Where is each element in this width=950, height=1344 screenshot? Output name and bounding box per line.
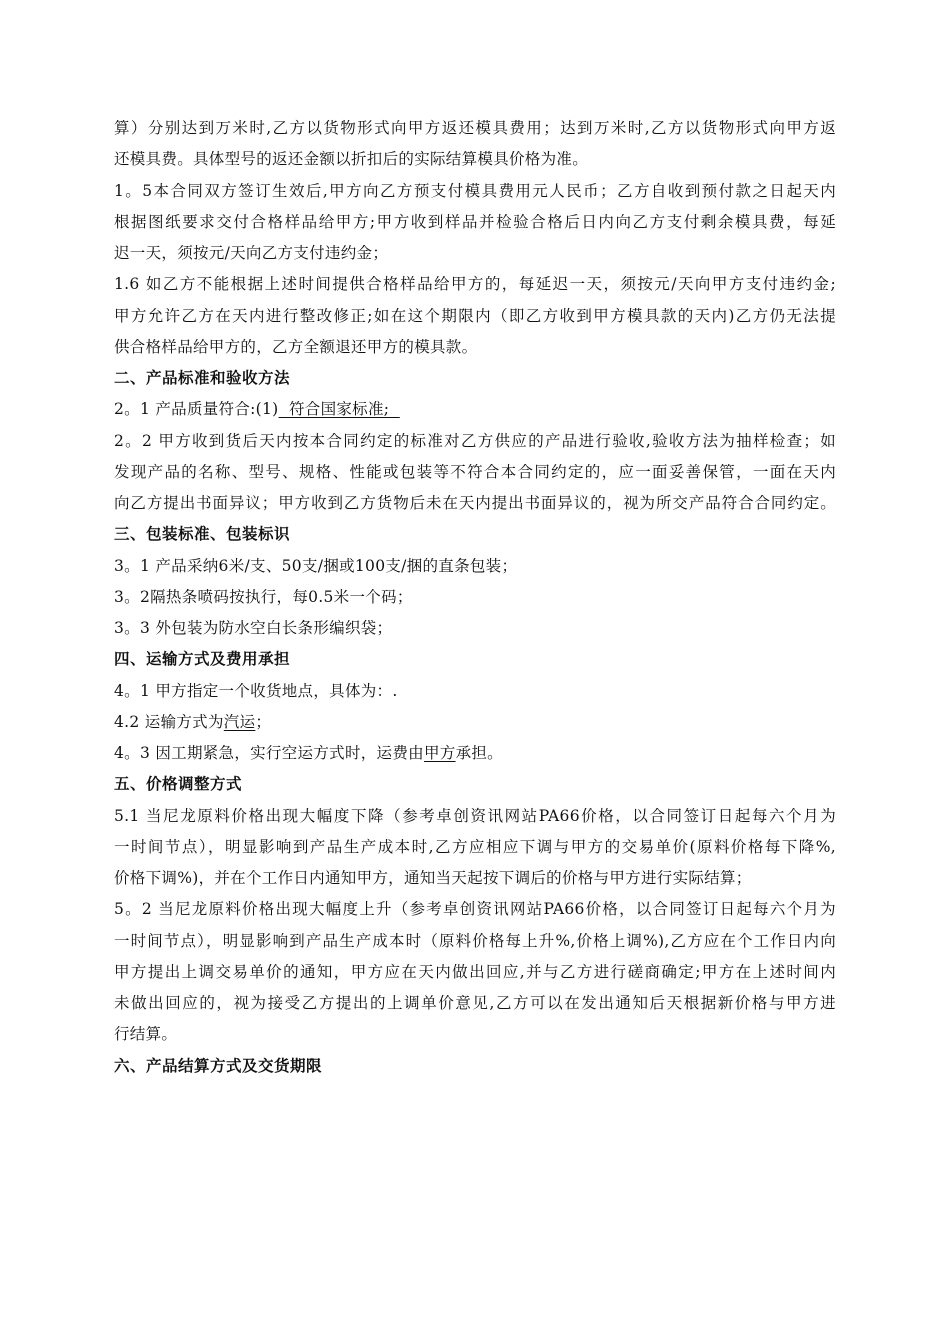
paragraph-line: 5。2 当尼龙原料价格出现大幅度上升（参考卓创资讯网站PA66价格，以合同签订日起每六个月为 (114, 900, 836, 919)
clause-4-1: 4。1 甲方指定一个收货地点，具体为：. (114, 681, 398, 700)
clause-text: ； (255, 712, 272, 731)
paragraph-line: 发现产品的名称、型号、规格、性能或包装等不符合本合同约定的，应一面妥善保管，一面在天内 (114, 462, 836, 481)
paragraph-line: 甲方允许乙方在天内进行整改修正;如在这个期限内（即乙方收到甲方模具款的天内)乙方仍无法提 (114, 306, 836, 325)
clause-3-1: 3。1 产品采纳6米/支、50支/捆或100支/捆的直条包装； (114, 556, 518, 575)
section-heading: 五、价格调整方式 (114, 775, 243, 794)
clause-2-1 (114, 399, 836, 419)
paragraph-line: 算）分别达到万米时,乙方以货物形式向甲方返还模具费用；达到万米时,乙方以货物形式向甲方返 (114, 119, 836, 137)
paragraph-line: 行结算。 (114, 1025, 178, 1044)
clause-3-2: 3。2隔热条喷码按执行，每0.5米一个码； (114, 587, 413, 606)
paragraph-line: 向乙方提出书面异议；甲方收到乙方货物后未在天内提出书面异议的，视为所交产品符合合同约定。 (114, 494, 836, 512)
section-heading: 二、产品标准和验收方法 (114, 369, 291, 387)
paragraph-line: 供合格样品给甲方的，乙方全额退还甲方的模具款。 (114, 337, 478, 356)
clause-text: 4。3 因工期紧急，实行空运方式时，运费由 (114, 744, 424, 762)
underlined-value: 汽运 (223, 712, 256, 731)
clause-3-3: 3。3 外包装为防水空白长条形编织袋； (114, 619, 393, 637)
clause-4-3 (114, 743, 836, 763)
section-heading: 六、产品结算方式及交货期限 (114, 1056, 323, 1075)
paragraph-line: 1。5本合同双方签订生效后,甲方向乙方预支付模具费用元人民币；乙方自收到预付款之日起天内 (114, 181, 836, 200)
paragraph-line: 2。2 甲方收到货后天内按本合同约定的标准对乙方供应的产品进行验收,验收方法为抽样检查；如 (114, 431, 836, 450)
paragraph-line: 5.1 当尼龙原料价格出现大幅度下降（参考卓创资讯网站PA66价格，以合同签订日起每六个月为 (114, 806, 836, 825)
clause-4-2 (114, 712, 836, 732)
paragraph-line: 价格下调%)，并在个工作日内通知甲方，通知当天起按下调后的价格与甲方进行实际结算； (114, 869, 752, 887)
clause-text: 4.2 运输方式为 (114, 712, 224, 731)
contract-page (114, 118, 836, 1087)
paragraph-line: 甲方提出上调交易单价的通知，甲方应在天内做出回应,并与乙方进行磋商确定;甲方在上述时间内 (114, 962, 836, 981)
underlined-value: 符合国家标准; (278, 400, 400, 419)
paragraph-line: 根据图纸要求交付合格样品给甲方;甲方收到样品并检验合格后日内向乙方支付剩余模具费，每延 (114, 212, 836, 231)
section-heading: 四、运输方式及费用承担 (114, 650, 291, 669)
paragraph-line: 未做出回应的，视为接受乙方提出的上调单价意见,乙方可以在发出通知后天根据新价格与甲方进 (114, 994, 836, 1012)
paragraph-line: 一时间节点），明显影响到产品生产成本时,乙方应相应下调与甲方的交易单价(原料价格每下降%, (114, 837, 836, 856)
paragraph-line: 迟一天，须按元/天向乙方支付违约金； (114, 244, 389, 262)
paragraph-line: 还模具费。具体型号的返还金额以折扣后的实际结算模具价格为准。 (114, 150, 589, 169)
clause-text: 2。1 产品质量符合:(1) (114, 400, 279, 419)
paragraph-line: 一时间节点），明显影响到产品生产成本时（原料价格每上升%,价格上调%),乙方应在个工作日内向 (114, 931, 836, 950)
underlined-value: 甲方 (423, 744, 456, 762)
section-heading: 三、包装标准、包装标识 (114, 525, 291, 544)
paragraph-line: 1.6 如乙方不能根据上述时间提供合格样品给甲方的，每延迟一天，须按元/天向甲方支付违约金; (114, 275, 836, 294)
clause-text: 承担。 (455, 744, 503, 762)
